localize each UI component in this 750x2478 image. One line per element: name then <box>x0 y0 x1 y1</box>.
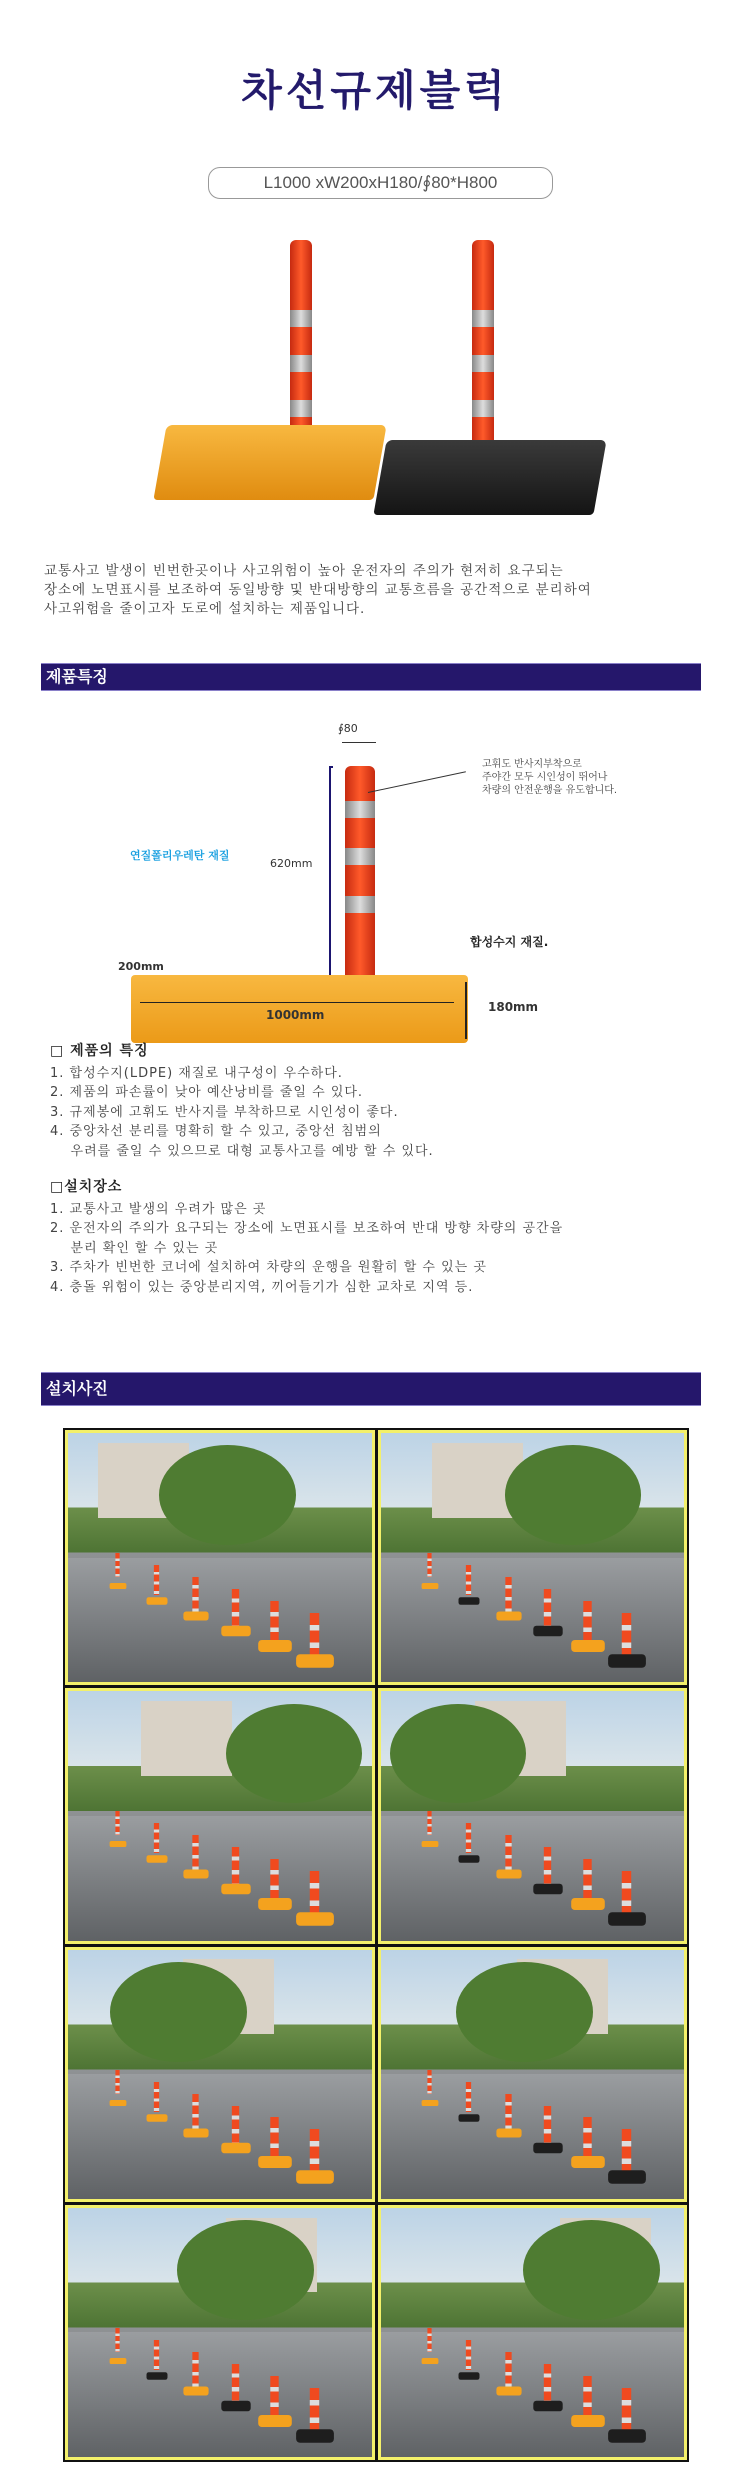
installation-photo <box>65 1430 375 1685</box>
place-item: 1. 교통사고 발생의 우려가 많은 곳 <box>50 1201 267 1217</box>
note-line: 주야간 모두 시인성이 뛰어나 <box>482 772 608 783</box>
diagram-pole <box>345 766 375 1006</box>
orange-block <box>153 425 386 500</box>
diameter-label: ∮80 <box>338 722 358 735</box>
product-image <box>160 230 600 530</box>
intro-line: 교통사고 발생이 빈번한곳이나 사고위험이 높아 운전자의 주의가 현저히 요구되는 <box>44 563 564 579</box>
section-header-photos: 설치사진 <box>41 1372 701 1406</box>
feature-item: 2. 제품의 파손률이 낮아 예산낭비를 줄일 수 있다. <box>50 1085 364 1100</box>
reflect-note <box>482 758 617 797</box>
place-item: 분리 확인 할 수 있는 곳 <box>50 1240 219 1256</box>
features-list <box>50 1042 434 1161</box>
installation-photo <box>378 1430 688 1685</box>
length-label: 1000mm <box>266 1008 325 1022</box>
feature-item: 1. 합성수지(LDPE) 재질로 내구성이 우수하다. <box>50 1065 343 1081</box>
installation-photo <box>65 1947 375 2202</box>
width-label: 200mm <box>118 960 164 973</box>
feature-item: 3. 규제봉에 고휘도 반사지를 부착하므로 시인성이 좋다. <box>50 1104 399 1120</box>
pole-material-label: 연질폴리우레탄 재질 <box>130 849 230 862</box>
installation-photo <box>378 1688 688 1943</box>
intro-text <box>44 562 724 619</box>
intro-line: 장소에 노면표시를 보조하여 동일방향 및 반대방향의 교통흐름을 공간적으로 분리하여 <box>44 582 592 598</box>
feature-item: 우려를 줄일 수 있으므로 대형 교통사고를 예방 할 수 있다. <box>50 1143 434 1159</box>
installation-photo <box>378 2205 688 2460</box>
place-item: 3. 주차가 빈번한 코너에 설치하여 차량의 운행을 원활히 할 수 있는 곳 <box>50 1260 487 1275</box>
note-line: 고휘도 반사지부착으로 <box>482 759 582 770</box>
place-item: 4. 충돌 위험이 있는 중앙분리지역, 끼어들기가 심한 교차로 지역 등. <box>50 1279 474 1295</box>
black-block-pole <box>472 240 494 470</box>
feature-item: 4. 중앙차선 분리를 명확히 할 수 있고, 중앙선 침범의 <box>50 1124 382 1139</box>
spec-badge: L1000 xW200xH180/∮80*H800 <box>208 167 553 199</box>
dimension-diagram <box>120 720 680 1020</box>
pole-height-label: 620mm <box>270 857 313 870</box>
places-list <box>50 1178 563 1297</box>
installation-photo <box>378 1947 688 2202</box>
base-material-label: 합성수지 재질. <box>470 935 549 949</box>
section-header-features: 제품특징 <box>41 663 701 691</box>
black-block <box>373 440 606 515</box>
places-heading: □설치장소 <box>50 1179 123 1195</box>
place-item: 2. 운전자의 주의가 요구되는 장소에 노면표시를 보조하여 반대 방향 차량의 공간을 <box>50 1221 564 1236</box>
installation-photo-grid <box>63 1428 689 2462</box>
note-line: 차량의 안전운행을 유도합니다. <box>482 785 618 796</box>
base-height-label: 180mm <box>488 1000 539 1014</box>
installation-photo <box>65 2205 375 2460</box>
intro-line: 사고위험을 줄이고자 도로에 설치하는 제품입니다. <box>44 601 366 617</box>
installation-photo <box>65 1688 375 1943</box>
features-heading: □ 제품의 특징 <box>50 1043 149 1059</box>
page-title: 차선규제블럭 <box>241 66 509 115</box>
